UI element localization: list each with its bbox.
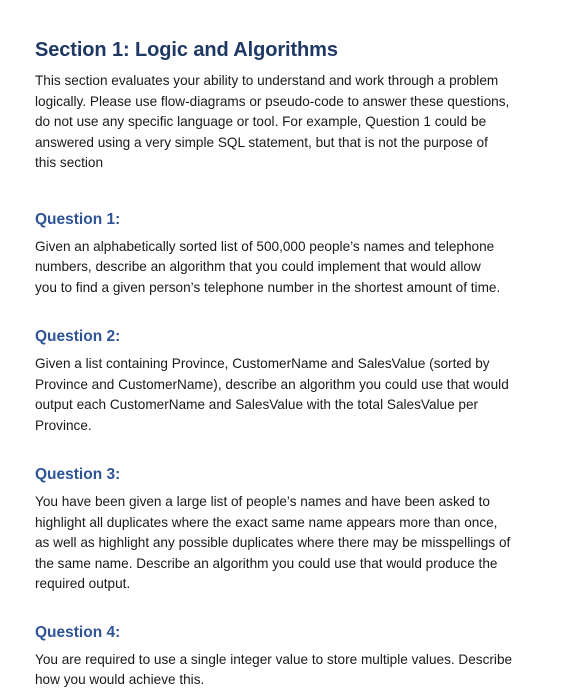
question-line: output each CustomerName and SalesValue with the total SalesValue per	[35, 397, 479, 412]
question-line: Given an alphabetically sorted list of 500,000 people’s names and telephone	[35, 238, 495, 254]
question-line: Given a list containing Province, CustomerName and SalesValue (sorted by	[35, 356, 490, 371]
intro-line: answered using a very simple SQL statement, but that is not the purpose of	[35, 134, 488, 150]
question-line: how you would achieve this.	[35, 672, 205, 687]
question-1-heading: Question 1:	[35, 210, 121, 228]
question-3-body	[35, 492, 545, 595]
intro-line: logically. Please use flow-diagrams or pseudo-code to answer these questions,	[35, 93, 510, 109]
intro-line: do not use any specific language or tool. For example, Question 1 could be	[35, 114, 487, 129]
document-page	[35, 37, 545, 691]
question-3-heading: Question 3:	[35, 466, 121, 483]
question-line: required output.	[35, 576, 131, 591]
question-2-body	[35, 354, 545, 436]
question-line: highlight all duplicates where the exact same name appears more than once,	[35, 514, 498, 530]
question-line: as well as highlight any possible duplicates where there may be misspellings of	[35, 535, 511, 550]
section-intro	[35, 71, 545, 174]
question-line: You are required to use a single integer value to store multiple values. Describe	[35, 651, 513, 667]
intro-line: This section evaluates your ability to understand and work through a problem	[35, 73, 499, 88]
question-line: Province.	[35, 417, 92, 433]
question-line: Province and CustomerName), describe an algorithm you could use that would	[35, 376, 509, 392]
question-line: You have been given a large list of people’s names and have been asked to	[35, 494, 490, 509]
section-title: Section 1: Logic and Algorithms	[35, 39, 338, 61]
question-line: the same name. Describe an algorithm you could use that would produce the	[35, 555, 498, 571]
question-line: you to find a given person’s telephone number in the shortest amount of time.	[35, 279, 501, 295]
question-4-body	[35, 650, 545, 691]
question-1-body	[35, 237, 545, 299]
question-2-heading: Question 2:	[35, 328, 121, 345]
question-4-heading: Question 4:	[35, 623, 121, 641]
question-line: numbers, describe an algorithm that you could implement that would allow	[35, 259, 481, 274]
intro-line: this section	[35, 155, 104, 170]
